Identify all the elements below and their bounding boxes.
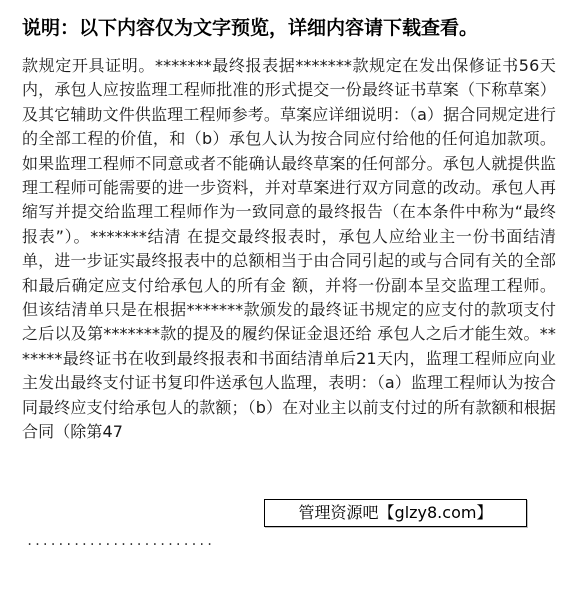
truncation-ellipsis: ........................: [26, 534, 214, 548]
site-watermark: 管理资源吧【glzy8.com】: [264, 499, 527, 527]
preview-notice: 说明：以下内容仅为文字预览，详细内容请下载查看。: [22, 17, 479, 39]
document-body-text: 款规定开具证明。*******最终报表据*******款规定在发出保修证书56天内，承包人应按监理工程师批准的形式提交一份最终证书草案（下称草案）及其它辅助文件供监理工程师参考。草案应详细说明：（a）据合同规定进行的全部工程的价值，和（b）承包人认为按合同应付给他的任何追加款项。如果监理工程师不同意或者不能确认最终草案的任何部分。承包人就提供监理工程师可能需要的进一步资料，并对草案进行双方同意的改动。承包人再缩写并提交给监理工程师作为一致同意的最终报告（在本条件中称为“最终报表”）。*******结清 在提交最终报表时，承包人应给业主一份书面结清单，进一步证实最终报表中的总额相当于由合同引起的或与合同有关的全部和最后确定应支付给承包人的所有金 额，并将一份副本呈交监理工程师。但该结清单只是在根据*******款颁发的最终证书规定的应支付的款项支付之后以及第*******款的提及的履约保证金退还给 承包人之后才能生效。*******最终证书在收到最终报表和书面结清单后21天内，监理工程师应向业主发出最终支付证书复印件送承包人监理，表明：（a）监理工程师认为按合同最终应支付给承包人的款额；（b）在对业主以前支付过的所有款额和根据合同（除第47: [22, 56, 556, 442]
